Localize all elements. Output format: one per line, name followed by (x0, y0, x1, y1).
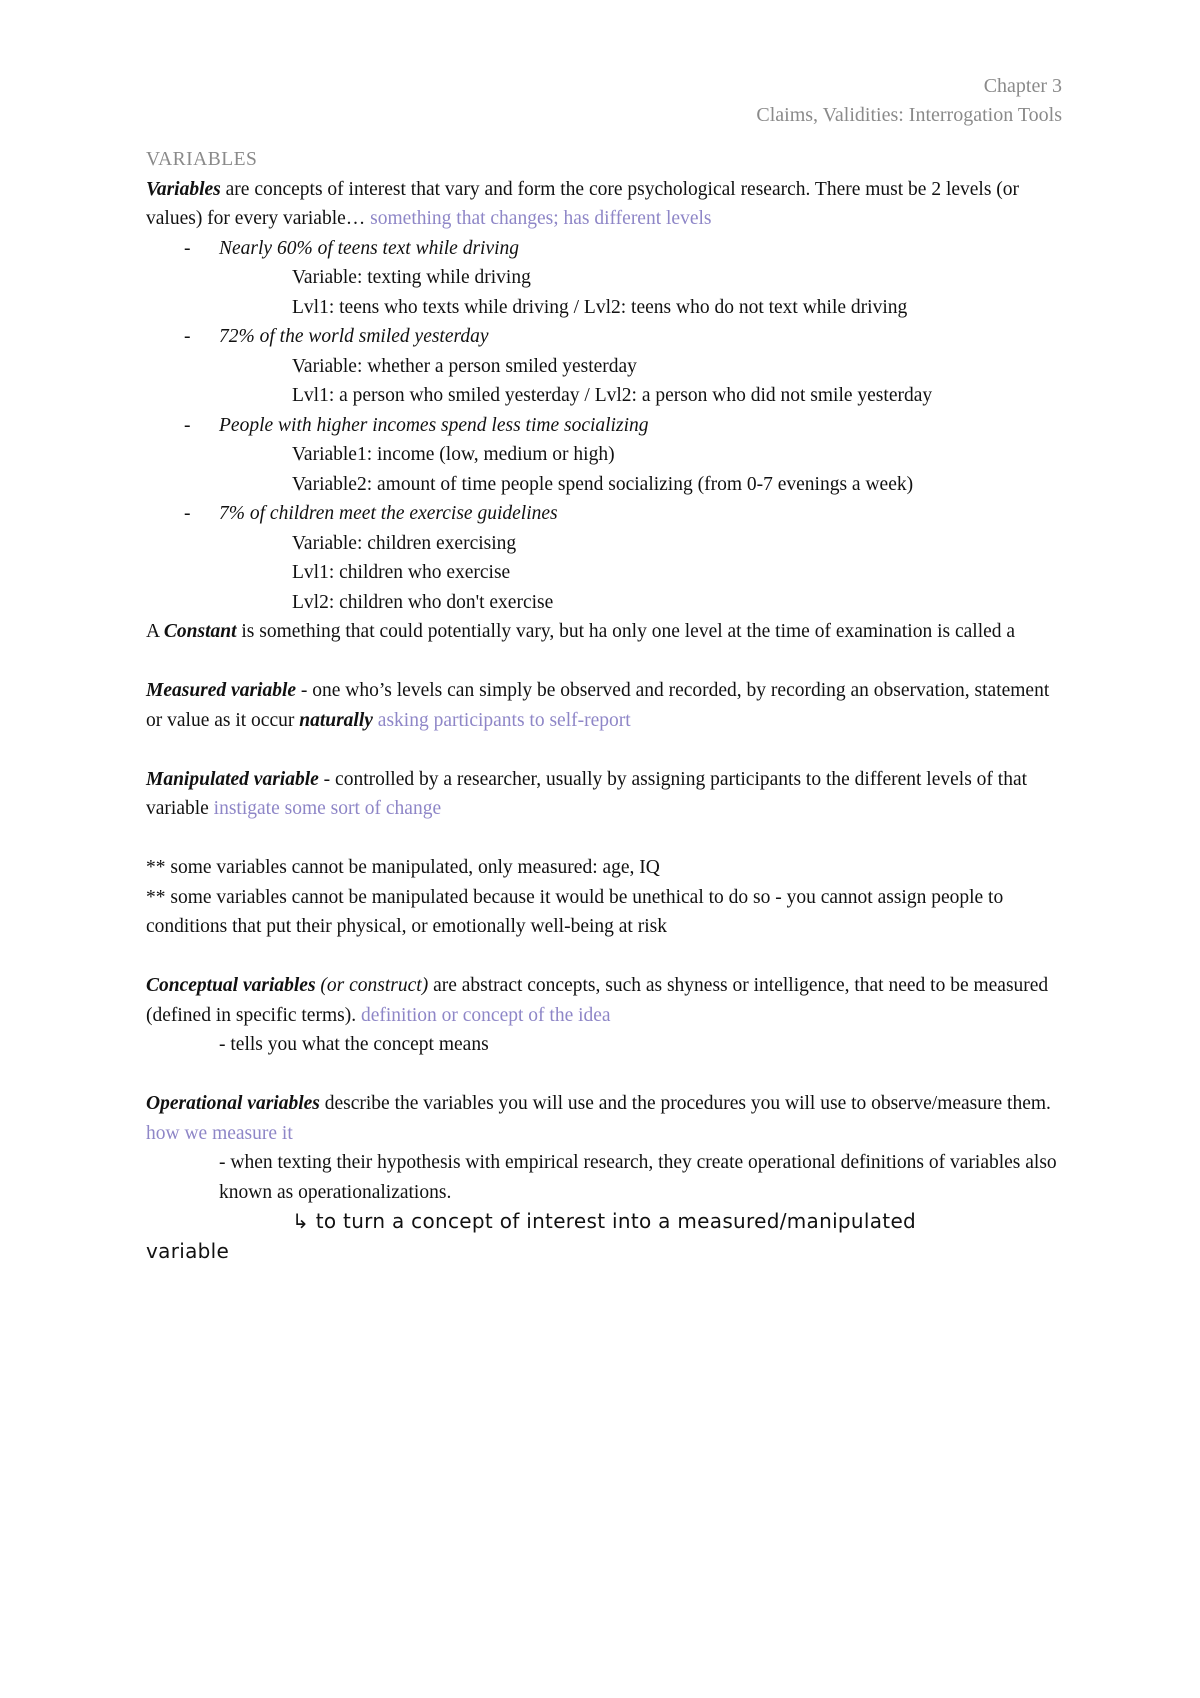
operational-arrow-continuation: variable (146, 1238, 230, 1263)
page-header (756, 72, 1062, 130)
example-detail: Lvl1: a person who smiled yesterday / Lvl2: a person who did not smile yesterday (292, 385, 933, 406)
bullet-dash: - (184, 503, 191, 524)
note-line: ** some variables cannot be manipulated because it would be unethical to do so - you cannot assign people to conditions that put their physical, or emotionally well-being at risk (146, 886, 1004, 937)
term-manipulated-variable: Manipulated variable (146, 768, 319, 790)
spacer (146, 647, 1066, 677)
example-detail: Lvl1: children who exercise (292, 562, 511, 583)
bullet-dash: - (184, 326, 191, 347)
operational-arrow-line: ↳ to turn a concept of interest into a measured/manipulated (292, 1209, 917, 1233)
example-detail: Variable: whether a person smiled yesterday (292, 355, 637, 377)
example-detail: Variable: children exercising (292, 532, 517, 554)
term-variables: Variables (146, 178, 221, 200)
example-item (146, 411, 1066, 441)
variables-paragraph (146, 175, 1066, 234)
chapter-label: Chapter 3 (983, 75, 1062, 97)
operational-paragraph (146, 1089, 1066, 1148)
operational-text: describe the variables you will use and the procedures you will use to observe/measure them. (319, 1093, 1051, 1114)
constant-prefix: A (146, 621, 164, 642)
conceptual-note: definition or concept of the idea (360, 1004, 611, 1026)
spacer (146, 735, 1066, 765)
conceptual-paragraph (146, 971, 1066, 1030)
example-detail: Lvl1: teens who texts while driving / Lvl2: teens who do not text while driving (292, 296, 908, 318)
example-claim: 72% of the world smiled yesterday (219, 326, 489, 347)
example-item (146, 499, 1066, 529)
example-detail: Lvl2: children who don't exercise (292, 591, 554, 613)
term-measured-variable: Measured variable (146, 680, 297, 701)
spacer (146, 824, 1066, 854)
example-detail: Variable: texting while driving (292, 267, 531, 288)
measured-note: asking participants to self-report (372, 709, 631, 731)
operational-sub: - when texting their hypothesis with empirical research, they create operational definitions of variables also known as operationalizations. (219, 1152, 1057, 1203)
measured-text: - one who’s levels can simply be observed and recorded, by recording an observation, statement or value as it occur (146, 680, 1050, 731)
bullet-dash: - (184, 414, 191, 436)
manipulated-paragraph (146, 765, 1066, 824)
variables-text: are concepts of interest that vary and form the core psychological research. There must be 2 levels (or values) for every variable… (146, 178, 1020, 229)
example-detail: Variable2: amount of time people spend socializing (from 0-7 evenings a week) (292, 473, 914, 495)
term-operational-variables: Operational variables (146, 1093, 320, 1114)
chapter-subtitle: Claims, Validities: Interrogation Tools (756, 104, 1062, 126)
spacer (146, 942, 1066, 972)
example-item (146, 322, 1066, 352)
variables-note: something that changes; has different levels (370, 208, 712, 229)
conceptual-sub: - tells you what the concept means (219, 1034, 489, 1055)
example-item (146, 234, 1066, 264)
bullet-dash: - (184, 237, 191, 259)
conceptual-emphasis: (or construct) (315, 975, 429, 996)
term-constant: Constant (163, 621, 237, 642)
term-conceptual-variables: Conceptual variables (146, 975, 316, 996)
constant-paragraph (146, 617, 1066, 647)
measured-emphasis: naturally (299, 709, 373, 731)
conceptual-text: are abstract concepts, such as shyness or intelligence, that need to be measured (defined in specific terms). (146, 975, 1049, 1026)
measured-paragraph (146, 676, 1066, 735)
spacer (146, 1060, 1066, 1090)
operational-note: how we measure it (146, 1122, 293, 1144)
manipulated-text: - controlled by a researcher, usually by assigning participants to the different levels of that variable (146, 768, 1028, 819)
constant-text: is something that could potentially vary, but ha only one level at the time of examination is called a (236, 621, 1016, 642)
section-title: VARIABLES (146, 149, 258, 170)
manipulated-note: instigate some sort of change (213, 798, 442, 819)
example-claim: 7% of children meet the exercise guidelines (219, 503, 558, 524)
example-detail: Variable1: income (low, medium or high) (292, 444, 615, 465)
example-claim: Nearly 60% of teens text while driving (219, 237, 520, 259)
example-claim: People with higher incomes spend less time socializing (219, 414, 649, 436)
note-line: ** some variables cannot be manipulated, only measured: age, IQ (146, 857, 660, 878)
document-body (146, 145, 1066, 1266)
